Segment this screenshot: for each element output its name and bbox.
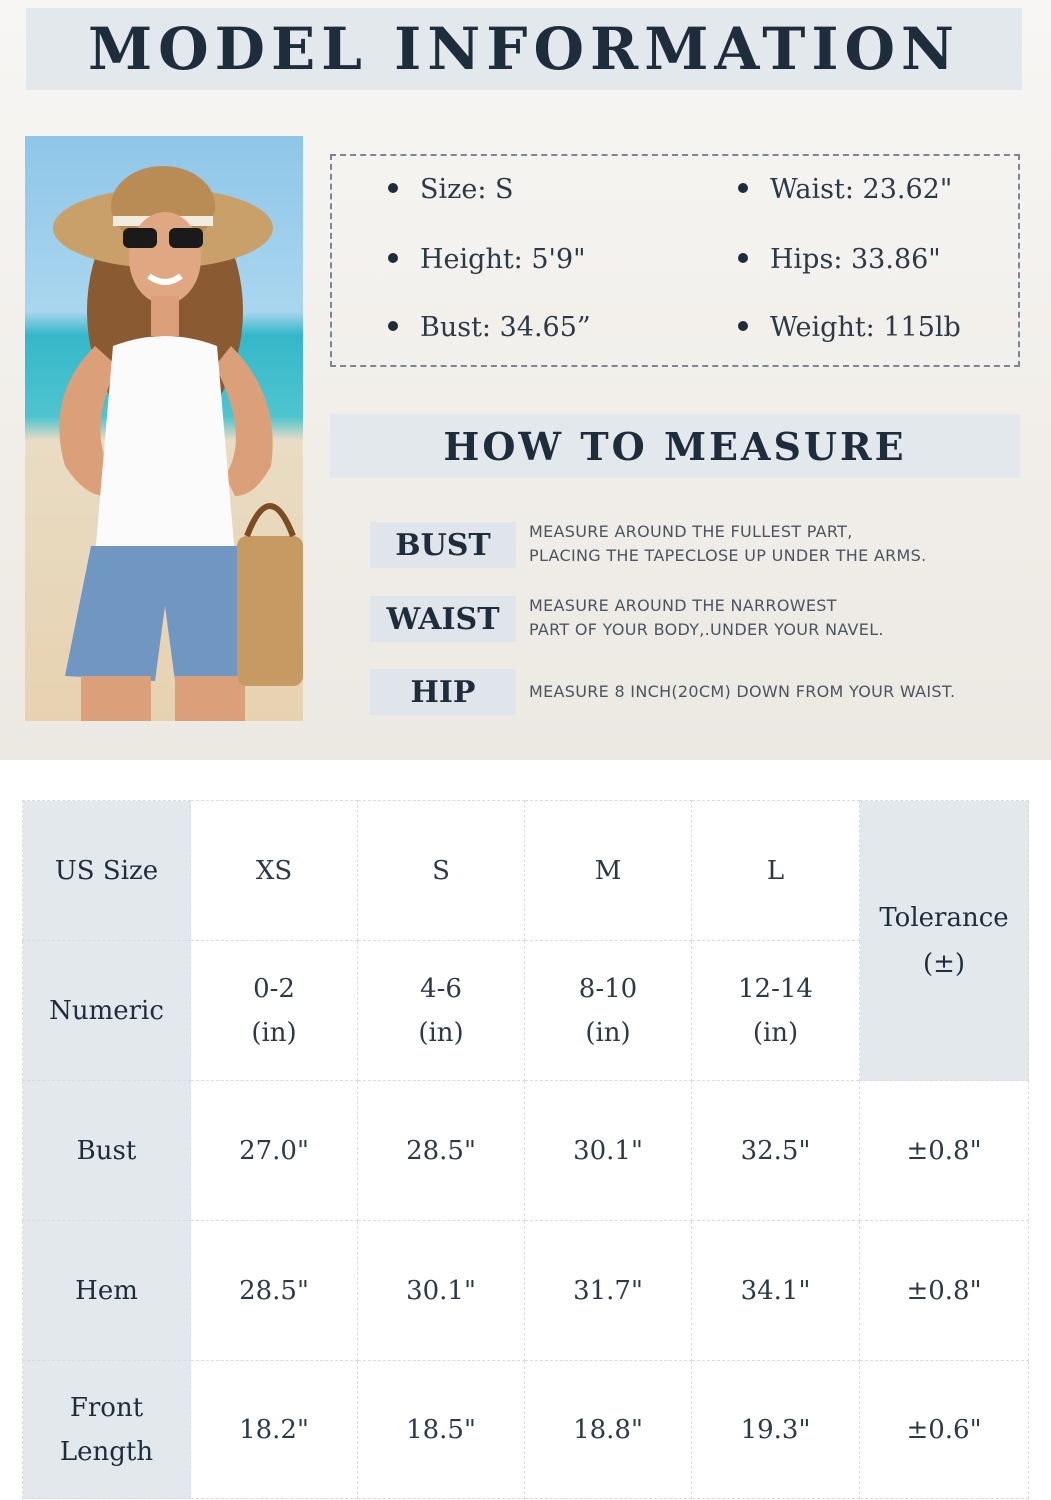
title-banner [26,8,1022,90]
model-bust: Bust: 34.65” [388,312,591,343]
bullet-icon [388,253,398,263]
hip-label: HIP [370,669,516,715]
numeric-header: Numeric [23,941,191,1081]
table-cell: 34.1" [692,1221,860,1361]
waist-label: WAIST [370,596,516,642]
table-cell: 31.7" [525,1221,692,1361]
numeric-cell: 4-6 (in) [358,941,525,1081]
tolerance-cell: ±0.6" [860,1361,1029,1499]
table-row [23,1081,1029,1221]
size-header-l: L [692,801,860,941]
table-cell: 28.5" [191,1221,358,1361]
numeric-cell: 0-2 (in) [191,941,358,1081]
size-header-xs: XS [191,801,358,941]
page-title: MODEL INFORMATION [87,15,961,83]
numeric-cell: 12-14 (in) [692,941,860,1081]
tolerance-cell: ±0.8" [860,1221,1029,1361]
table-cell: 18.8" [525,1361,692,1499]
size-header-m: M [525,801,692,941]
hip-description: MEASURE 8 INCH(20CM) DOWN FROM YOUR WAIST. [529,682,956,701]
bust-label: BUST [370,522,516,568]
tolerance-cell: ±0.8" [860,1081,1029,1221]
bullet-icon [388,183,398,193]
table-cell: 18.2" [191,1361,358,1499]
model-height: Height: 5'9" [388,244,586,275]
model-photo [25,136,303,721]
model-size: Size: S [388,174,514,205]
waist-description: MEASURE AROUND THE NARROWEST PART OF YOUR BODY,.UNDER YOUR NAVEL. [529,596,884,639]
table-row [23,801,1029,941]
how-to-measure-banner [330,414,1020,478]
us-size-header: US Size [23,801,191,941]
model-info-box [330,154,1020,367]
table-cell: 27.0" [191,1081,358,1221]
size-chart [22,800,1028,1498]
hem-row-header: Hem [23,1221,191,1361]
bullet-icon [738,321,748,331]
table-cell: 28.5" [358,1081,525,1221]
numeric-cell: 8-10 (in) [525,941,692,1081]
model-weight: Weight: 115lb [738,312,961,343]
bust-row-header: Bust [23,1081,191,1221]
model-waist: Waist: 23.62" [738,174,952,205]
table-row [23,1221,1029,1361]
table-cell: 30.1" [358,1221,525,1361]
table-row [23,1361,1029,1499]
bust-description: MEASURE AROUND THE FULLEST PART, PLACING THE TAPECLOSE UP UNDER THE ARMS. [529,522,927,565]
bullet-icon [738,253,748,263]
model-illustration [25,136,303,721]
model-hips: Hips: 33.86" [738,244,941,275]
table-cell: 19.3" [692,1361,860,1499]
bullet-icon [738,183,748,193]
size-header-s: S [358,801,525,941]
tolerance-header: Tolerance (±) [860,801,1029,1081]
how-to-measure-title: HOW TO MEASURE [443,423,907,469]
table-cell: 18.5" [358,1361,525,1499]
table-cell: 32.5" [692,1081,860,1221]
bullet-icon [388,321,398,331]
front-length-row-header: Front Length [23,1361,191,1499]
table-cell: 30.1" [525,1081,692,1221]
